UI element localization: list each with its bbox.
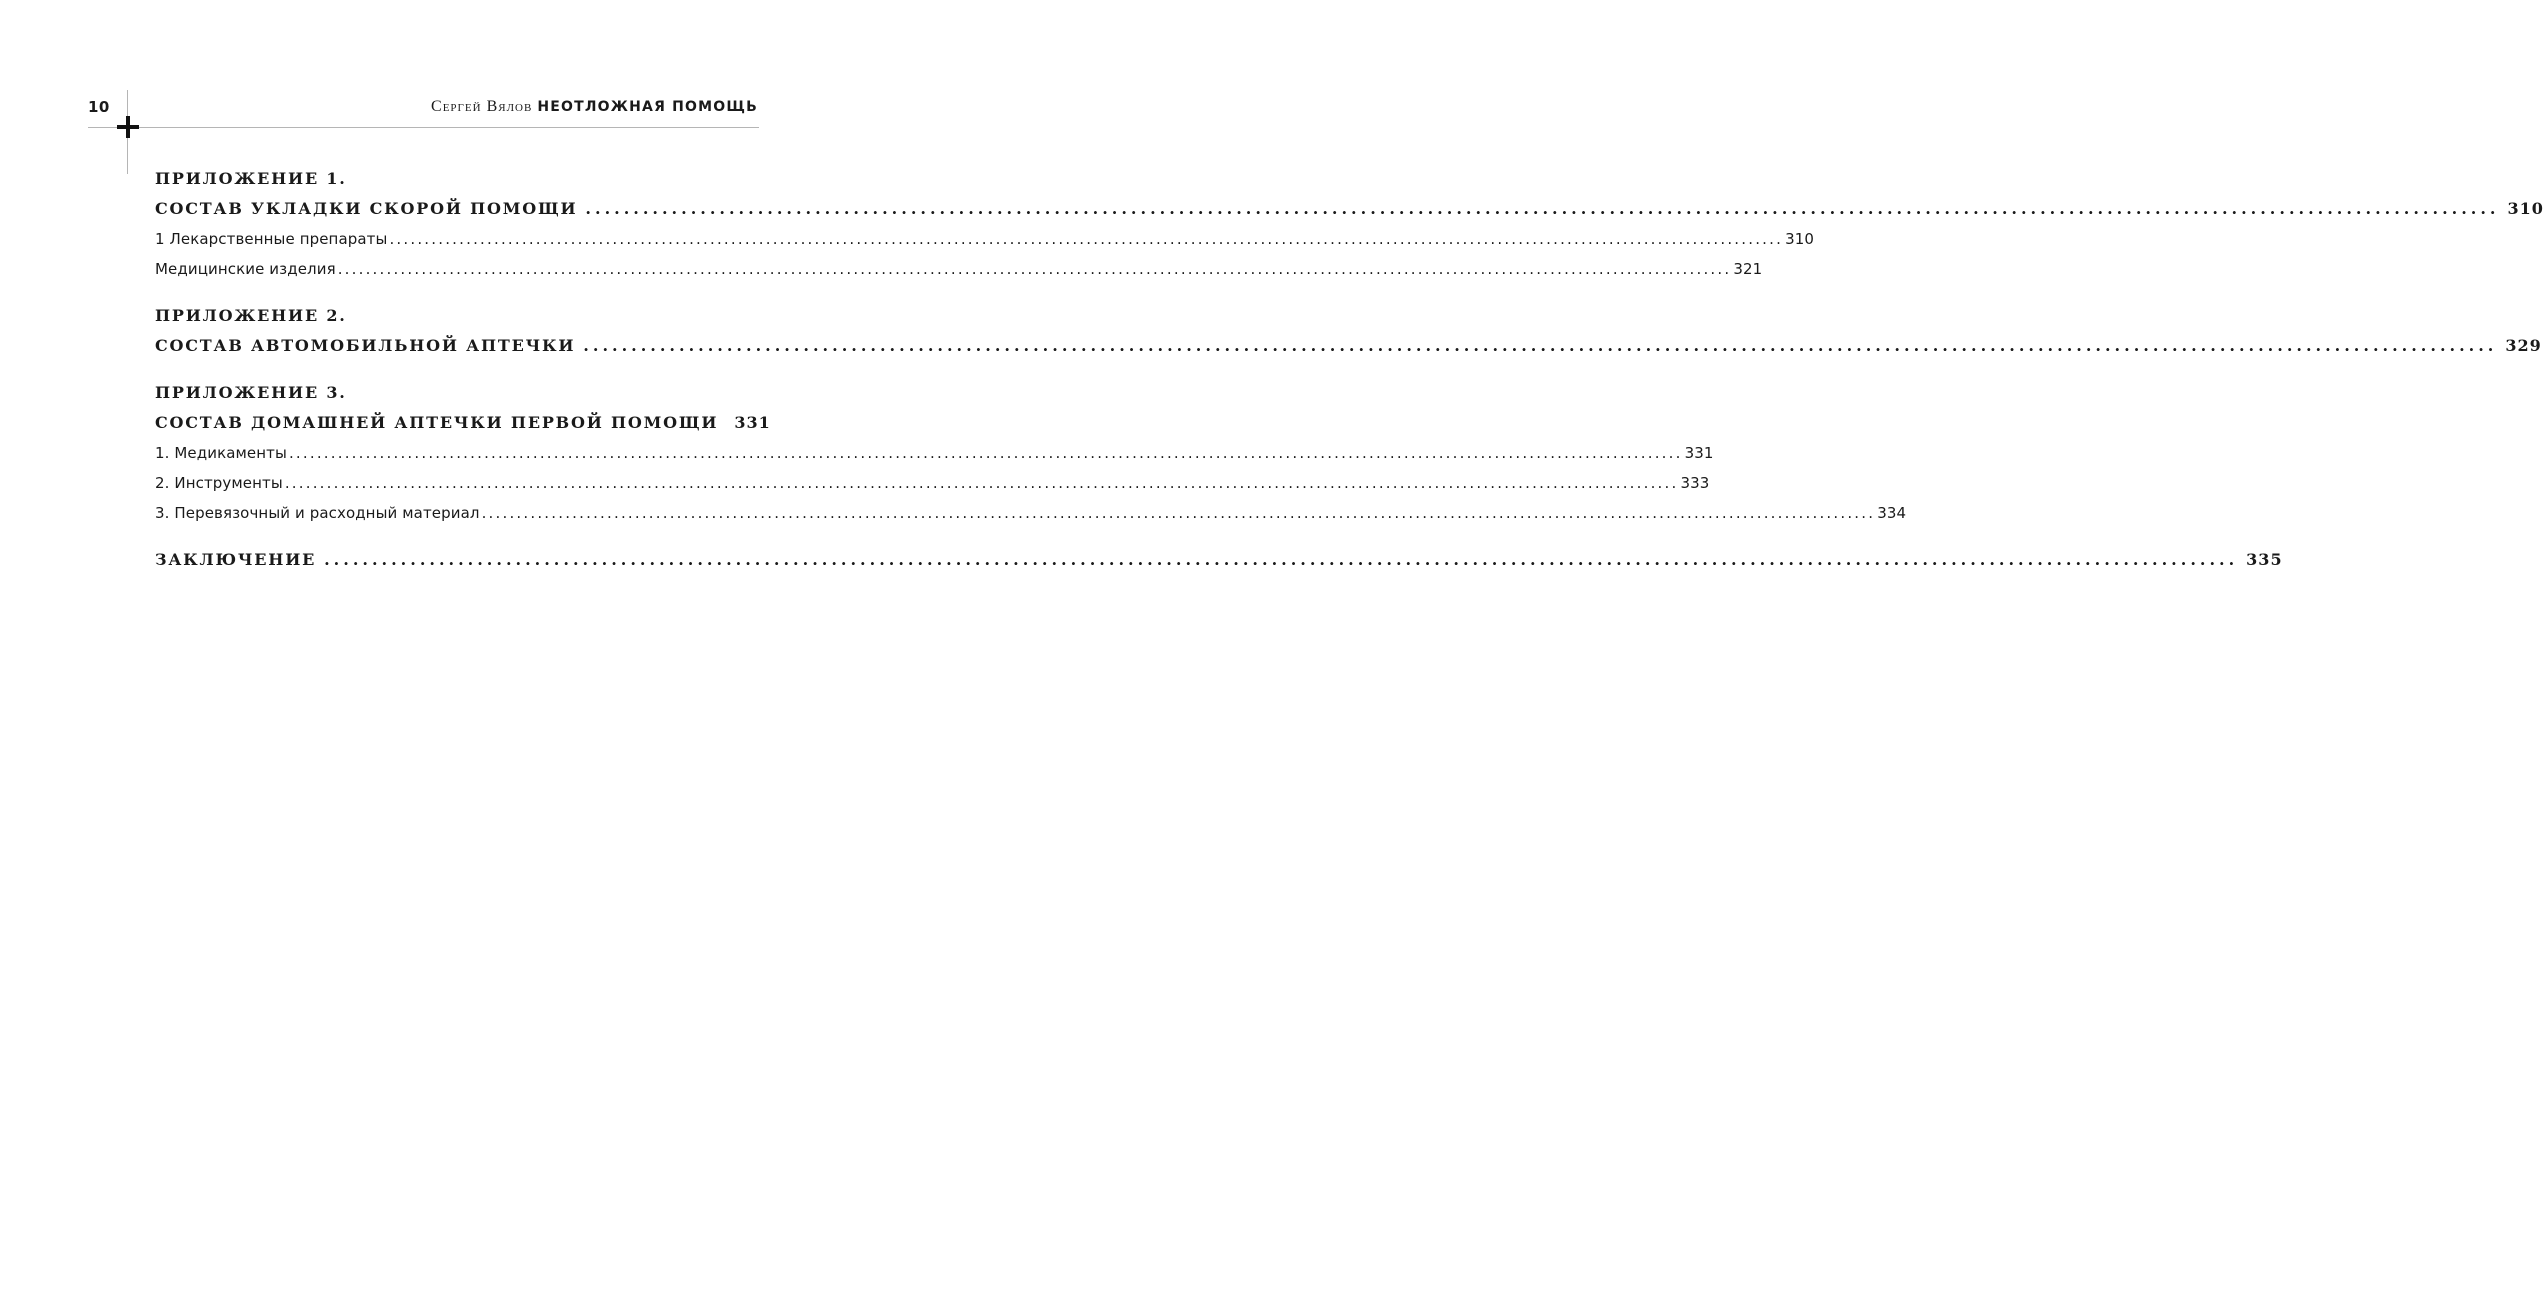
toc-section-conclusion bbox=[155, 545, 2283, 575]
toc-entry-label: СОСТАВ ДОМАШНЕЙ АПТЕЧКИ ПЕРВОЙ ПОМОЩИ bbox=[155, 413, 719, 432]
toc-entry-label: ЗАКЛЮЧЕНИЕ bbox=[155, 550, 317, 569]
toc-subentry-page: 333 bbox=[1680, 474, 1710, 492]
toc-entry[interactable] bbox=[155, 408, 771, 438]
dot-leader: ........................................................................................................................................................................................................ bbox=[337, 260, 1732, 278]
table-of-contents bbox=[155, 164, 2544, 592]
toc-section-title: ПРИЛОЖЕНИЕ 1. bbox=[155, 169, 347, 188]
toc-entry-page: 331 bbox=[734, 413, 771, 432]
toc-entry-page: 329 bbox=[2505, 336, 2542, 355]
running-head bbox=[431, 98, 758, 116]
running-head-title: НЕОТЛОЖНАЯ ПОМОЩЬ bbox=[537, 99, 758, 115]
toc-entry-page: 335 bbox=[2246, 550, 2283, 569]
dot-leader: ........................................................................................................................................................................................................ bbox=[284, 474, 1679, 492]
header-rule bbox=[88, 127, 759, 128]
toc-section-title: ПРИЛОЖЕНИЕ 2. bbox=[155, 306, 347, 325]
toc-subentry-label: 1 Лекарственные препараты bbox=[155, 230, 388, 248]
toc-subentry[interactable] bbox=[155, 254, 1763, 284]
toc-entry-page: 310 bbox=[2507, 199, 2544, 218]
toc-subentry-label: 3. Перевязочный и расходный материал bbox=[155, 504, 480, 522]
toc-section-appendix-3 bbox=[155, 378, 1907, 528]
toc-section-appendix-2 bbox=[155, 301, 2542, 361]
toc-subentry[interactable] bbox=[155, 438, 1714, 468]
toc-subentry-page: 321 bbox=[1733, 260, 1763, 278]
toc-subentry-page: 331 bbox=[1684, 444, 1714, 462]
toc-subentry-label: 2. Инструменты bbox=[155, 474, 283, 492]
toc-entry[interactable] bbox=[155, 194, 2544, 224]
toc-entry[interactable] bbox=[155, 331, 2542, 361]
toc-subentry-page: 310 bbox=[1785, 230, 1815, 248]
dot-leader: ........................................................................................................................................................................................................ bbox=[481, 504, 1876, 522]
page-number: 10 bbox=[88, 98, 110, 116]
dot-leader: ........................................................................................................................................................................................................ bbox=[324, 550, 2239, 569]
dot-leader: ........................................................................................................................................................................................................ bbox=[583, 336, 2498, 355]
toc-section-title: ПРИЛОЖЕНИЕ 3. bbox=[155, 383, 347, 402]
dot-leader: ........................................................................................................................................................................................................ bbox=[585, 199, 2500, 218]
toc-subentry-label: Медицинские изделия bbox=[155, 260, 336, 278]
toc-section-appendix-1 bbox=[155, 164, 2544, 284]
toc-subentry[interactable] bbox=[155, 224, 1815, 254]
toc-subentry-label: 1. Медикаменты bbox=[155, 444, 287, 462]
dot-leader: ........................................................................................................................................................................................................ bbox=[389, 230, 1784, 248]
dot-leader: ........................................................................................................................................................................................................ bbox=[288, 444, 1683, 462]
toc-subentry-page: 334 bbox=[1877, 504, 1907, 522]
toc-entry-label: СОСТАВ УКЛАДКИ СКОРОЙ ПОМОЩИ bbox=[155, 199, 578, 218]
toc-entry-conclusion[interactable] bbox=[155, 545, 2283, 575]
crosshair-icon bbox=[117, 116, 139, 138]
toc-entry-label: СОСТАВ АВТОМОБИЛЬНОЙ АПТЕЧКИ bbox=[155, 336, 576, 355]
toc-subentry[interactable] bbox=[155, 468, 1710, 498]
toc-subentry[interactable] bbox=[155, 498, 1907, 528]
running-head-author: Сергей Вялов bbox=[431, 98, 533, 115]
